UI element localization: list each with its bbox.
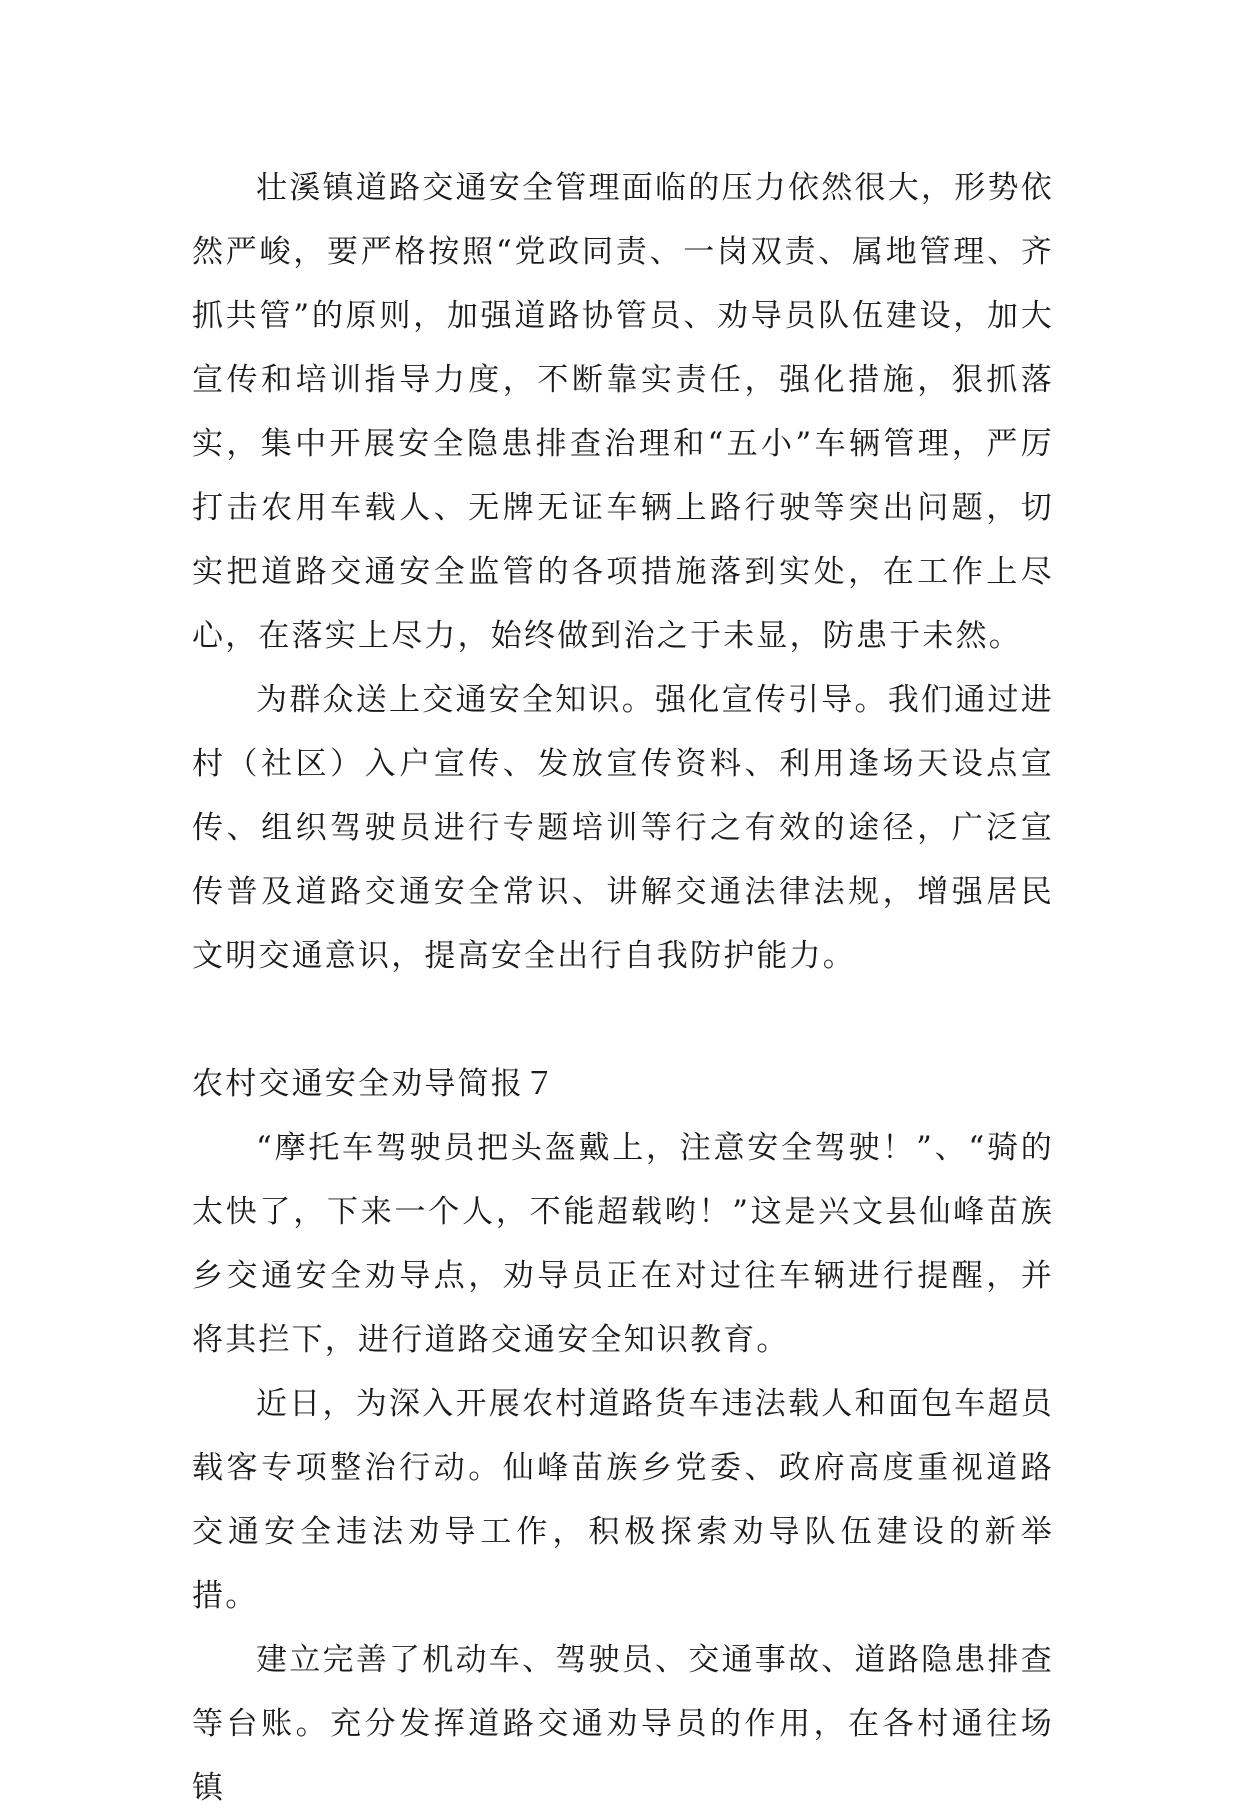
body-paragraph-5: 建立完善了机动车、驾驶员、交通事故、道路隐患排查等台账。充分发挥道路交通劝导员的作用，在各村通往场镇 [192,1642,1054,1806]
body-paragraph-3: “摩托车驾驶员把头盔戴上，注意安全驾驶！”、“骑的太快了，下来一个人，不能超载哟！”这是兴文县仙峰苗族乡交通安全劝导点，劝导员正在对过往车辆进行提醒，并将其拦下，进行道路交通安全知识教育。 [192,1130,1054,1358]
document-body [192,156,1054,1820]
body-paragraph-4: 近日，为深入开展农村道路货车违法载人和面包车超员载客专项整治行动。仙峰苗族乡党委、政府高度重视道路交通安全违法劝导工作，积极探索劝导队伍建设的新举措。 [192,1386,1054,1614]
body-paragraph-2: 为群众送上交通安全知识。强化宣传引导。我们通过进村（社区）入户宣传、发放宣传资料、利用逢场天设点宣传、组织驾驶员进行专题培训等行之有效的途径，广泛宣传普及道路交通安全常识、讲解交通法律法规，增强居民文明交通意识，提高安全出行自我防护能力。 [192,682,1054,974]
body-paragraph-1: 壮溪镇道路交通安全管理面临的压力依然很大，形势依然严峻，要严格按照“党政同责、一岗双责、属地管理、齐抓共管”的原则，加强道路协管员、劝导员队伍建设，加大宣传和培训指导力度，不断靠实责任，强化措施，狠抓落实，集中开展安全隐患排查治理和“五小”车辆管理，严厉打击农用车载人、无牌无证车辆上路行驶等突出问题，切实把道路交通安全监管的各项措施落到实处，在工作上尽心，在落实上尽力，始终做到治之于未显，防患于未然。 [192,170,1054,654]
section-heading: 农村交通安全劝导简报７ [192,1066,558,1102]
